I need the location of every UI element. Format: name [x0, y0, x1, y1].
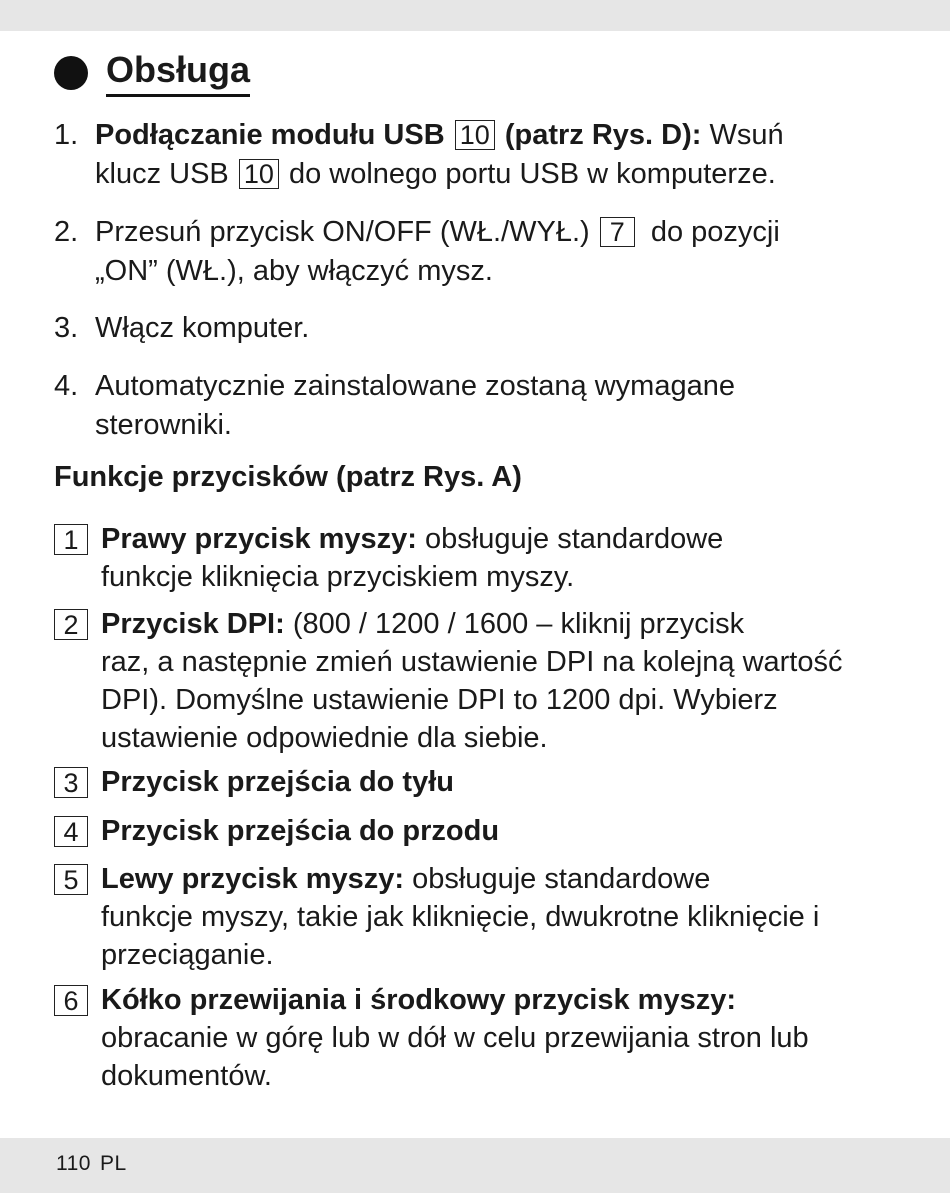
step-number: 4. [54, 370, 79, 402]
step-line: Włącz komputer. [95, 312, 310, 344]
function-label: Przycisk DPI: [101, 608, 285, 640]
function-label: Lewy przycisk myszy: [101, 863, 405, 895]
function-line [101, 520, 723, 559]
step-line [95, 213, 780, 252]
function-text: obsługuje standardowe [412, 863, 711, 895]
function-line: DPI). Domyślne ustawienie DPI to 1200 dpi. Wybierz [101, 684, 778, 716]
function-line: ustawienie odpowiednie dla siebie. [101, 722, 548, 754]
function-line: obracanie w górę lub w dół w celu przewijania stron lub [101, 1022, 809, 1054]
function-text: (800 / 1200 / 1600 – kliknij przycisk [292, 608, 745, 640]
step-bold-text: (patrz Rys. D): [504, 119, 702, 151]
ref-box: 10 [239, 159, 279, 189]
header-band [0, 0, 950, 31]
functions-heading: Funkcje przycisków (patrz Rys. A) [54, 461, 522, 493]
function-label: Przycisk przejścia do przodu [101, 815, 500, 847]
step-line [95, 116, 784, 155]
footer-band [0, 1138, 950, 1193]
function-number-box: 5 [54, 864, 88, 895]
function-label: Przycisk przejścia do tyłu [101, 766, 454, 798]
function-line [101, 860, 710, 899]
step-line: Automatycznie zainstalowane zostaną wymagane [95, 370, 735, 402]
page-footer [56, 1152, 127, 1176]
function-line: dokumentów. [101, 1060, 272, 1092]
step-line: „ON” (WŁ.), aby włączyć mysz. [95, 255, 493, 287]
step-number: 1. [54, 119, 79, 151]
step-text: Wsuń [709, 119, 784, 151]
function-label: Kółko przewijania i środkowy przycisk myszy: [101, 984, 736, 1016]
function-line: funkcje myszy, takie jak kliknięcie, dwukrotne kliknięcie i [101, 901, 820, 933]
function-text: obsługuje standardowe [425, 523, 724, 555]
function-number-box: 1 [54, 524, 88, 555]
step-line: sterowniki. [95, 409, 232, 441]
page-number: 110 [56, 1152, 91, 1175]
step-text: klucz USB [95, 158, 229, 190]
function-line [101, 605, 744, 644]
function-number-box: 2 [54, 609, 88, 640]
step-text: Przesuń przycisk ON/OFF (WŁ./WYŁ.) [95, 216, 590, 248]
step-line [95, 155, 776, 194]
function-line: raz, a następnie zmień ustawienie DPI na kolejną wartość [101, 646, 843, 678]
function-line: przeciąganie. [101, 939, 274, 971]
ref-box: 7 [600, 217, 635, 247]
step-number: 3. [54, 312, 79, 344]
step-text: do pozycji [650, 216, 780, 248]
step-text: do wolnego portu USB w komputerze. [288, 158, 776, 190]
function-number-box: 4 [54, 816, 88, 847]
function-line: funkcje kliknięcia przyciskiem myszy. [101, 561, 575, 593]
function-number-box: 3 [54, 767, 88, 798]
language-code: PL [99, 1152, 127, 1175]
ref-box: 10 [455, 120, 495, 150]
step-number: 2. [54, 216, 79, 248]
step-bold-text: Podłączanie modułu USB [95, 119, 445, 151]
section-title: Obsługa [106, 48, 250, 97]
function-label: Prawy przycisk myszy: [101, 523, 417, 555]
bullet-dot-icon [54, 56, 88, 90]
function-number-box: 6 [54, 985, 88, 1016]
